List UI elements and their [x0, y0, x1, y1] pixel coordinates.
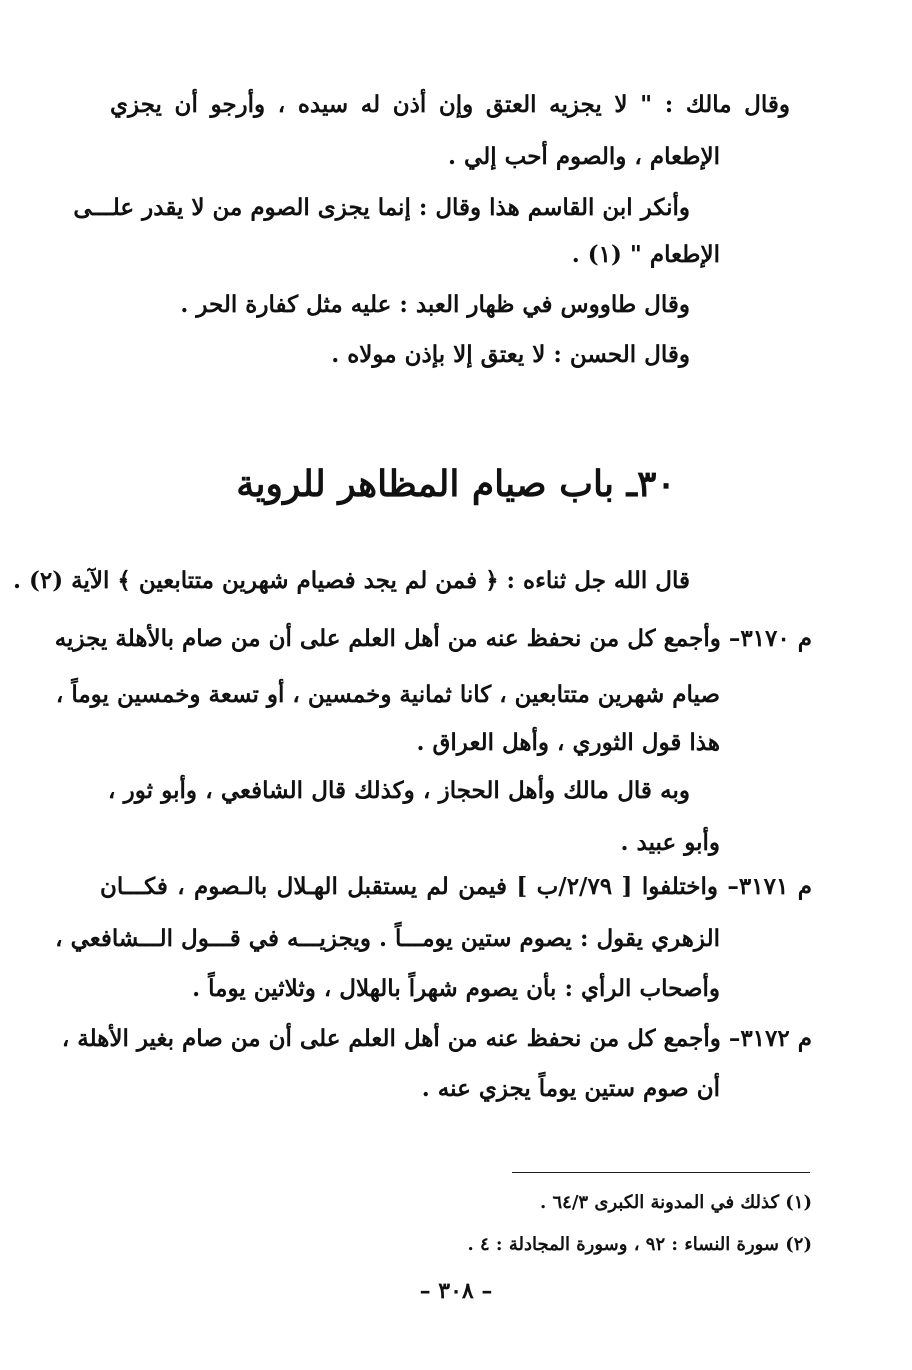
text-line: أن صوم ستين يوماً يجزي عنه . — [421, 1075, 720, 1102]
text-line: وأصحاب الرأي : بأن يصوم شهراً بالهلال ، وثلاثين يوماً . — [192, 975, 720, 1002]
text-line: وقال مالك : " لا يجزيه العتق وإن أذن له سيده ، وأرجو أن يجزي — [110, 91, 790, 118]
text-line: م ٣١٧٢– وأجمع كل من نحفظ عنه من أهل العلم على أن من صام بغير الأهلة ، — [61, 1025, 812, 1052]
page-number: – ٣٠٨ – — [419, 1278, 493, 1304]
text-line: الإطعام ، والصوم أحب إلي . — [448, 143, 720, 170]
text-line: هذا قول الثوري ، وأهل العراق . — [416, 729, 720, 756]
text-line: وبه قال مالك وأهل الحجاز ، وكذلك قال الشافعي ، وأبو ثور ، — [108, 777, 690, 804]
text-line: صيام شهرين متتابعين ، كانا ثمانية وخمسين ، أو تسعة وخمسين يوماً ، — [55, 681, 720, 708]
text-line: وأبو عبيد . — [620, 829, 720, 856]
text-line: م ٣١٧١– واختلفوا [ ٢/٧٩/ب ] فيمن لم يستقبل الهـلال بالـصوم ، فكـــان — [100, 873, 812, 900]
text-line: الإطعام " (١) . — [571, 241, 720, 268]
section-title: ٣٠ـ باب صيام المظاهر للروية — [236, 463, 676, 505]
text-line: وقال طاووس في ظهار العبد : عليه مثل كفارة الحر . — [180, 291, 690, 318]
footnote: (١) كذلك في المدونة الكبرى ٦٤/٣ . — [539, 1192, 812, 1213]
footnote-divider — [512, 1172, 810, 1173]
text-line: وأنكر ابن القاسم هذا وقال : إنما يجزى الصوم من لا يقدر علـــى — [73, 194, 690, 221]
text-line: الزهري يقول : يصوم ستين يومـــاً . ويجزيـــه في قـــول الـــشافعي ، — [55, 925, 720, 952]
verse-line: قال الله جل ثناءه : ﴿ فمن لم يجد فصيام شهرين متتابعين ﴾ الآية (٢) . — [12, 567, 690, 594]
footnote: (٢) سورة النساء : ٩٢ ، وسورة المجادلة : ٤ . — [467, 1234, 812, 1255]
text-line: م ٣١٧٠– وأجمع كل من نحفظ عنه من أهل العلم على أن من صام بالأهلة يجزيه — [54, 625, 812, 652]
text-line: وقال الحسن : لا يعتق إلا بإذن مولاه . — [331, 341, 690, 368]
